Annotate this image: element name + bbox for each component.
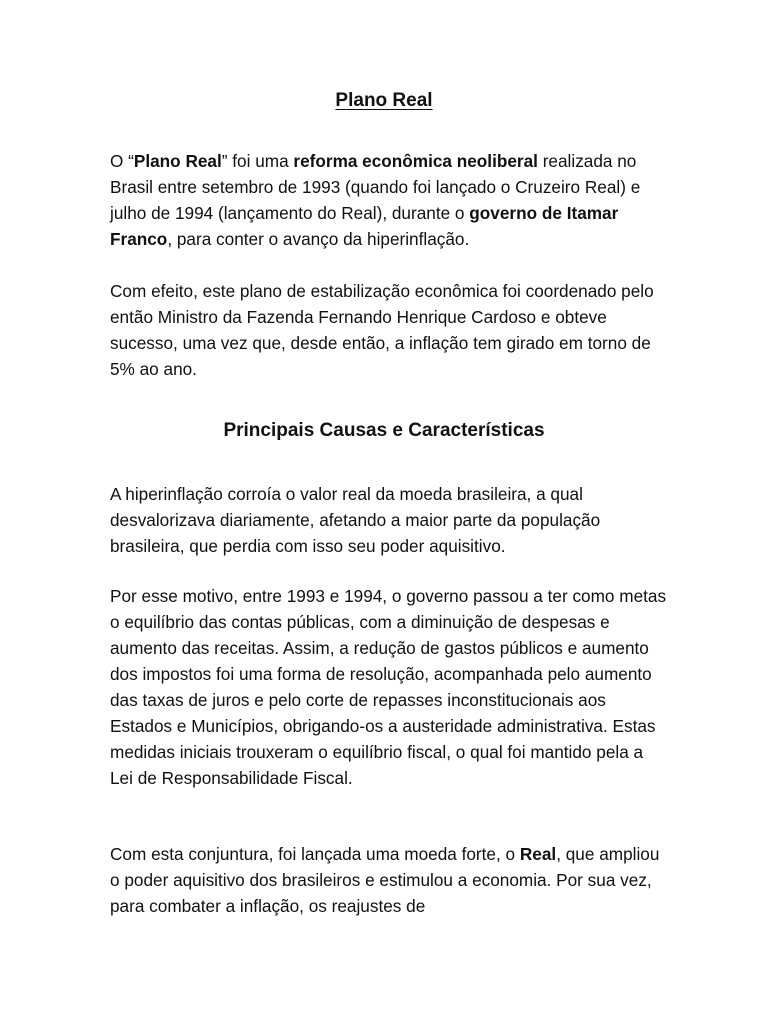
paragraph-text: realizada no Brasil entre setembro de 1993 (quando foi lançado o Cruzeiro Real) e julho de 1994 (lançamento do Real), durante o bbox=[110, 151, 641, 223]
paragraph-text: , que ampliou o poder aquisitivo dos brasileiros e estimulou a economia. Por sua vez, para combater a inflação, os reajustes de bbox=[110, 844, 660, 916]
bold-term-governo: governo de Itamar Franco bbox=[110, 203, 619, 249]
paragraph-intro bbox=[110, 148, 670, 252]
paragraph-hyperinflation: A hiperinflação corroía o valor real da moeda brasileira, a qual desvalorizava diariamente, afetando a maior parte da população brasileira, que perdia com isso seu poder aquisitivo. bbox=[110, 484, 601, 556]
section-heading: Principais Causas e Características bbox=[223, 420, 545, 441]
paragraph-text: O “ bbox=[110, 151, 134, 171]
document-title: Plano Real bbox=[335, 90, 433, 111]
bold-term-real: Real bbox=[519, 844, 557, 864]
paragraph-fiscal-measures: Por esse motivo, entre 1993 e 1994, o governo passou a ter como metas o equilíbrio das contas públicas, com a diminuição de despesas e aumento das receitas. Assim, a redução de gastos públicos e aumento dos impostos foi uma forma de resolução, acompanhada pelo aumento das taxas de juros e pelo corte de repasses inconstitucionais aos Estados e Municípios, obrigando-os a austeridade administrativa. Estas medidas iniciais trouxeram o equilíbrio fiscal, o qual foi mantido pela a Lei de Responsabilidade Fiscal. bbox=[110, 586, 667, 788]
paragraph-text: ” foi uma bbox=[221, 151, 294, 171]
paragraph-real-currency bbox=[110, 841, 670, 919]
paragraph-stabilization: Com efeito, este plano de estabilização econômica foi coordenado pelo então Ministro da Fazenda Fernando Henrique Cardoso e obteve sucesso, uma vez que, desde então, a inflação tem girado em torno de 5% ao ano. bbox=[110, 281, 654, 379]
paragraph-text: Com esta conjuntura, foi lançada uma moeda forte, o bbox=[110, 844, 520, 864]
bold-term-plano-real: Plano Real bbox=[133, 151, 222, 171]
bold-term-reforma: reforma econômica neoliberal bbox=[293, 151, 538, 171]
paragraph-text: , para conter o avanço da hiperinflação. bbox=[167, 229, 470, 249]
